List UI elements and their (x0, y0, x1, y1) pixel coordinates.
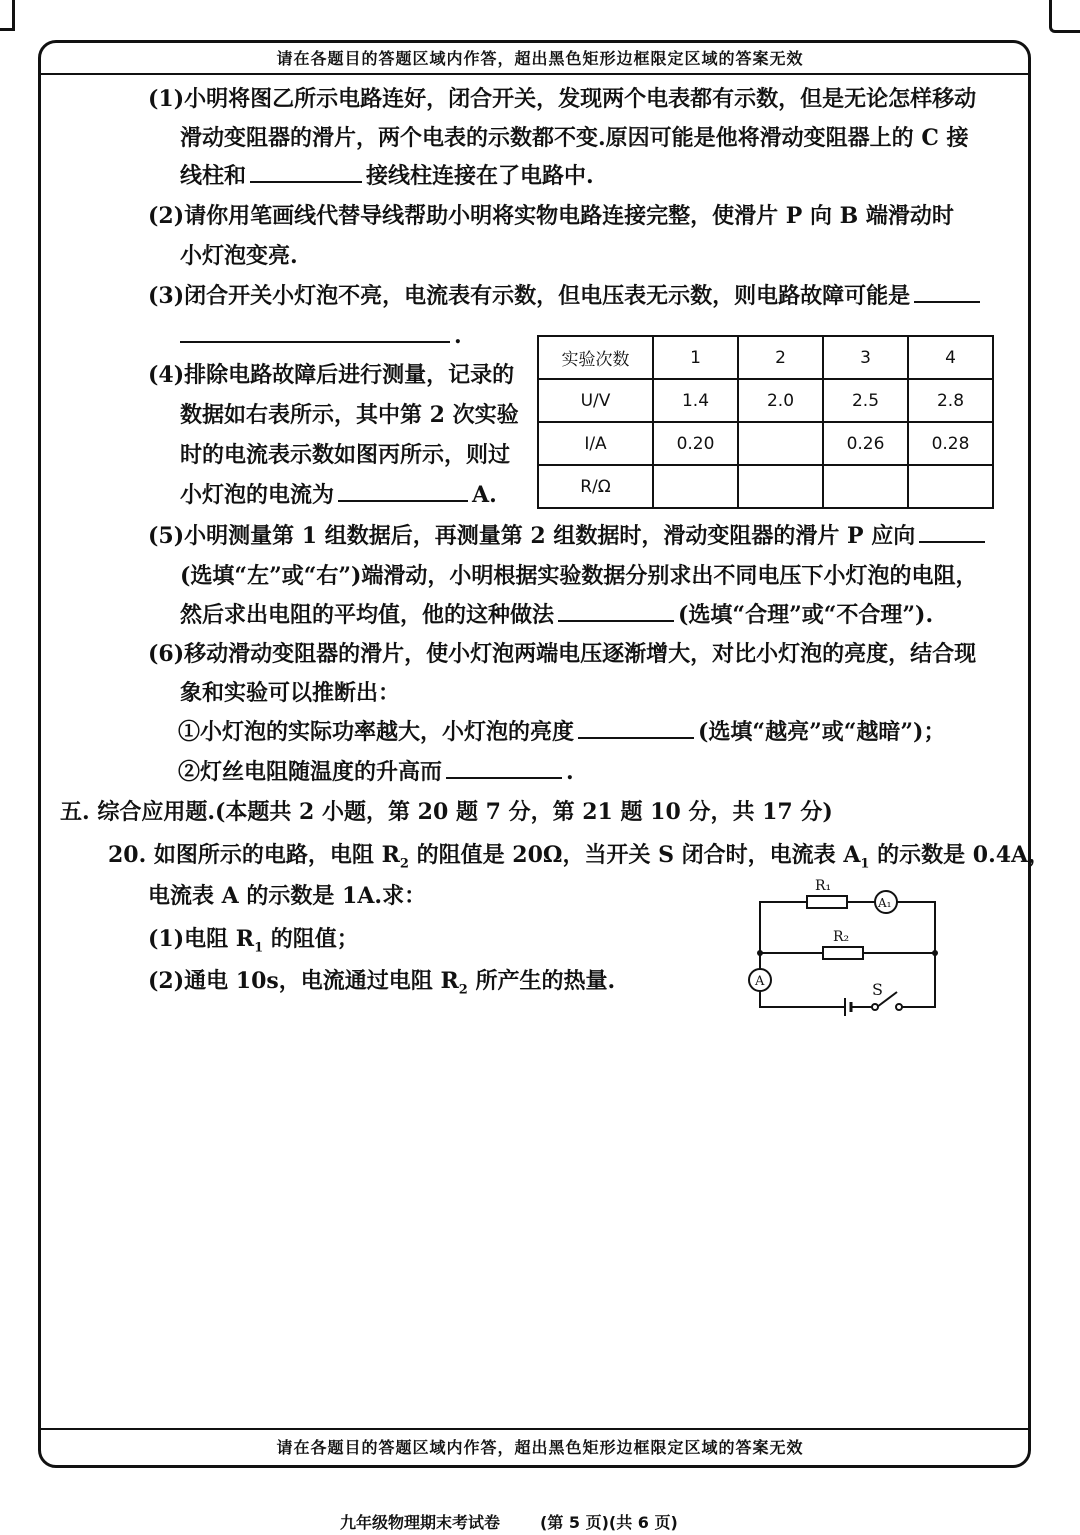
table-cell: 0.26 (823, 422, 908, 465)
q5-line3 (180, 600, 933, 630)
q1-line1: (1)小明将图乙所示电路连好，闭合开关，发现两个电表都有示数，但是无论怎样移动 (148, 86, 977, 112)
q1-line3 (180, 161, 594, 191)
q6-line4b: . (566, 759, 574, 785)
table-row-resistance (538, 465, 993, 508)
table-cell: 实验次数 (538, 336, 653, 379)
table-cell: 2.8 (908, 379, 993, 422)
q6-line2: 象和实验可以推断出： (180, 680, 401, 706)
junction-right (932, 950, 938, 956)
q4-line3: 时的电流表示数如图丙所示，则过 (180, 442, 511, 468)
table-cell: 3 (823, 336, 908, 379)
q1-answer-blank[interactable] (250, 161, 362, 183)
q2-line2: 小灯泡变亮. (180, 243, 298, 269)
q20-line3 (148, 924, 359, 963)
circuit-diagram (745, 870, 945, 1020)
q6-answer-blank-b[interactable] (446, 757, 562, 779)
q6-answer-blank-a[interactable] (578, 717, 694, 739)
q3-line1-text: (3)闭合开关小灯泡不亮，电流表有示数，但电压表无示数，则电路故障可能是 (148, 283, 911, 309)
label-r1: R₁ (815, 878, 832, 894)
footer-page: (第 5 页)(共 6 页) (540, 1513, 678, 1532)
q20-l4a: (2)通电 10s，电流通过电阻 R (148, 968, 459, 994)
divider-bottom (40, 1428, 1030, 1430)
table-cell-empty[interactable] (653, 465, 738, 508)
q5-line3a: 然后求出电阻的平均值，他的这种做法 (180, 602, 555, 628)
q5-line2: (选填“左”或“右”)端滑动，小明根据实验数据分别求出不同电压下小灯泡的电阻， (180, 563, 978, 589)
table-cell: 2.0 (738, 379, 823, 422)
corner-mark-right (1049, 0, 1080, 33)
q20-l3b: 的阻值； (263, 926, 359, 952)
wire-left-top (760, 902, 807, 953)
q6-line3 (178, 717, 945, 747)
table-cell: 1.4 (653, 379, 738, 422)
table-row-voltage (538, 379, 993, 422)
label-r2: R₂ (833, 929, 850, 945)
q4-line1: (4)排除电路故障后进行测量，记录的 (148, 362, 515, 388)
footer (340, 1510, 718, 1533)
section-title: 五. 综合应用题.(本题共 2 小题，第 20 题 7 分，第 21 题 10 分，共 17 分) (60, 799, 833, 825)
q20-line2: 电流表 A 的示数是 1A.求： (148, 883, 427, 909)
q2-line1: (2)请你用笔画线代替导线帮助小明将实物电路连接完整，使滑片 P 向 B 端滑动时 (148, 203, 954, 229)
label-a1: A₁ (878, 896, 892, 910)
table-cell: 2.5 (823, 379, 908, 422)
q6-line3b: (选填“越亮”或“越暗”)； (698, 719, 946, 745)
resistor-r2 (823, 947, 863, 959)
table-row-header (538, 336, 993, 379)
table-cell: 1 (653, 336, 738, 379)
q20-l1-sub2: 1 (860, 856, 870, 872)
q4-line4a: 小灯泡的电流为 (180, 482, 335, 508)
table-cell: 0.20 (653, 422, 738, 465)
q20-l1a: 20. 如图所示的电路，电阻 R (108, 842, 400, 868)
divider-top (40, 73, 1030, 75)
table-cell-empty[interactable] (908, 465, 993, 508)
label-s: S (872, 980, 883, 999)
table-cell: R/Ω (538, 465, 653, 508)
q5-line1-text: (5)小明测量第 1 组数据后，再测量第 2 组数据时，滑动变阻器的滑片 P 应向 (148, 523, 916, 549)
switch-contact-left (872, 1004, 878, 1010)
label-a: A (755, 974, 765, 989)
table-cell: 4 (908, 336, 993, 379)
q6-line4a: ②灯丝电阻随温度的升高而 (178, 759, 443, 785)
wire-right-top (897, 902, 935, 953)
footer-title: 九年级物理期末考试卷 (340, 1513, 501, 1532)
q3-line2-end: . (454, 323, 462, 349)
q3-answer-blank-b[interactable] (180, 321, 450, 343)
junction-left (757, 950, 763, 956)
notice-bottom: 请在各题目的答题区域内作答，超出黑色矩形边框限定区域的答案无效 (276, 1438, 804, 1457)
table-cell: 0.28 (908, 422, 993, 465)
q20-line4 (148, 966, 615, 1005)
wire-bottom-right (899, 953, 935, 1007)
q6-line4 (178, 757, 574, 787)
q5-answer-blank-b[interactable] (558, 600, 674, 622)
q20-l1-sub1: 2 (399, 856, 409, 872)
q5-line1 (148, 521, 989, 551)
table-cell: 2 (738, 336, 823, 379)
switch-contact-right (896, 1004, 902, 1010)
q4-answer-blank[interactable] (338, 480, 468, 502)
table-cell: U/V (538, 379, 653, 422)
table-cell-empty[interactable] (823, 465, 908, 508)
q4-line4 (180, 480, 497, 510)
wire-bottom-left (760, 991, 845, 1007)
q6-line1: (6)移动滑动变阻器的滑片，使小灯泡两端电压逐渐增大，对比小灯泡的亮度，结合现 (148, 641, 977, 667)
q3-line1 (148, 281, 984, 311)
q20-l1c: 的示数是 0.4A， (869, 842, 1051, 868)
table-cell-empty[interactable] (738, 465, 823, 508)
q1-line3a: 线柱和 (180, 163, 247, 189)
q4-line2: 数据如右表所示，其中第 2 次实验 (180, 402, 519, 428)
q20-l3a: (1)电阻 R (148, 926, 255, 952)
q6-line3a: ①小灯泡的实际功率越大，小灯泡的亮度 (178, 719, 575, 745)
q5-line3b: (选填“合理”或“不合理”). (678, 602, 934, 628)
table-cell-empty[interactable] (738, 422, 823, 465)
q20-l3-sub: 1 (254, 940, 264, 956)
corner-mark-left (0, 0, 15, 31)
notice-top: 请在各题目的答题区域内作答，超出黑色矩形边框限定区域的答案无效 (276, 49, 804, 68)
q20-l1b: 的阻值是 20Ω，当开关 S 闭合时，电流表 A (408, 842, 861, 868)
q5-answer-blank-a[interactable] (919, 521, 985, 543)
table-row-current (538, 422, 993, 465)
q20-l4b: 所产生的热量. (467, 968, 616, 994)
q3-line2 (180, 321, 462, 351)
q1-line3b: 接线柱连接在了电路中. (366, 163, 594, 189)
q4-line4b: A. (472, 482, 497, 508)
q1-line2: 滑动变阻器的滑片，两个电表的示数都不变.原因可能是他将滑动变阻器上的 C 接 (180, 125, 969, 151)
q3-answer-blank-a[interactable] (914, 281, 980, 303)
resistor-r1 (807, 896, 847, 908)
q20-l4-sub: 2 (458, 982, 468, 998)
table-cell: I/A (538, 422, 653, 465)
experiment-table (537, 335, 994, 509)
